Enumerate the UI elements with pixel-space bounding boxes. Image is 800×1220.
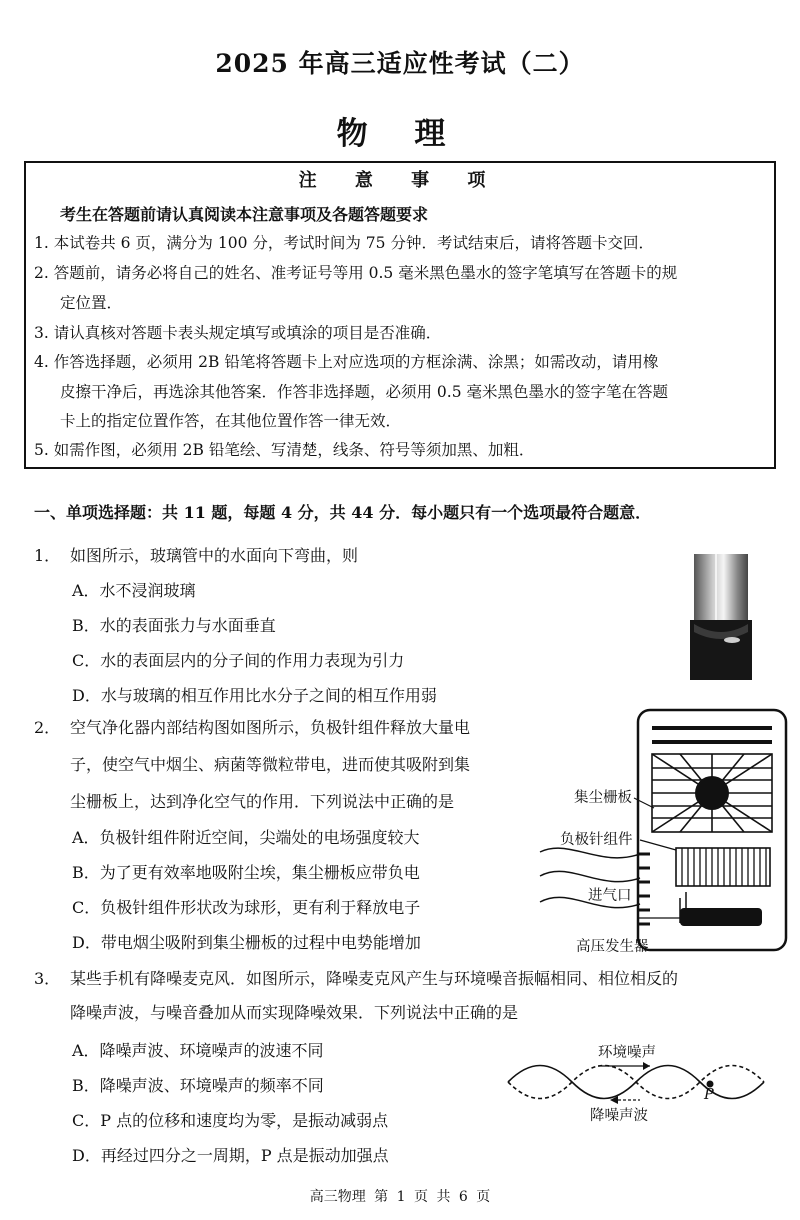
subject-title: 物 理 [336,116,464,152]
notice-item: 4. 作答选择题，必须用 2B 铅笔将答题卡上对应选项的方框涂满、涂黑；如需改动，请用橡 [34,353,659,371]
label-generator: 高压发生器 [576,939,649,955]
notice-intro: 考生在答题前请认真阅读本注意事项及各题答题要求 [60,205,429,224]
notice-item: 2. 答题前，请务必将自己的姓名、准考证号等用 0.5 毫米黑色墨水的签字笔填写在答题卡的规 [34,264,678,282]
option-c: C．P 点的位移和速度均为零，是振动减弱点 [72,1111,389,1130]
label-env-noise: 环境噪声 [598,1045,656,1061]
option-c: C．水的表面层内的分子间的作用力表现为引力 [72,651,405,670]
label-anti-noise: 降噪声波 [590,1108,648,1124]
option-a: A．水不浸润玻璃 [72,581,196,600]
question-stem-line: 降噪声波，与噪音叠加从而实现降噪效果．下列说法中正确的是 [70,1003,519,1022]
option-d: D．带电烟尘吸附到集尘栅板的过程中电势能增加 [72,933,421,952]
label-needle: 负极针组件 [560,832,633,848]
option-d: D．水与玻璃的相互作用比水分子之间的相互作用弱 [72,686,437,705]
question-number: 2． [34,718,61,737]
label-dust-plate: 集尘栅板 [574,790,632,806]
option-a: A．负极针组件附近空间，尖端处的电场强度较大 [72,828,420,847]
notice-item: 3. 请认真核对答题卡表头规定填写或填涂的项目是否准确． [34,324,442,342]
option-b: B．降噪声波、环境噪声的频率不同 [72,1076,324,1095]
label-inlet: 进气口 [588,888,632,904]
exam-title: 2025 年高三适应性考试（二） [215,49,585,78]
label-point-p: P [704,1087,714,1103]
question-stem-line: 空气净化器内部结构图如图所示，负极针组件释放大量电 [70,718,471,737]
option-b: B．为了更有效率地吸附尘埃，集尘栅板应带负电 [72,863,420,882]
notice-item: 定位置． [60,294,123,312]
notice-title: 注 意 事 项 [298,170,502,191]
page-footer: 高三物理 第 1 页 共 6 页 [309,1189,491,1205]
option-c: C．负极针组件形状改为球形，更有利于释放电子 [72,898,421,917]
option-a: A．降噪声波、环境噪声的波速不同 [72,1041,324,1060]
notice-item: 卡上的指定位置作答，在其他位置作答一律无效． [60,412,402,430]
question-number: 3． [34,969,61,988]
section-heading: 一、单项选择题：共 11 题，每题 4 分，共 44 分．每小题只有一个选项最符合题意． [34,503,652,522]
question-stem-line: 子，使空气中烟尘、病菌等微粒带电，进而使其吸附到集 [70,755,471,774]
question-stem: 如图所示，玻璃管中的水面向下弯曲，则 [70,546,359,565]
question-stem-line: 尘栅板上，达到净化空气的作用．下列说法中正确的是 [70,792,455,811]
notice-item: 1. 本试卷共 6 页，满分为 100 分，考试时间为 75 分钟．考试结束后，请将答题卡交回． [34,234,654,252]
option-b: B．水的表面张力与水面垂直 [72,616,276,635]
glass-tube-figure [680,554,762,680]
notice-item: 5. 如需作图，必须用 2B 铅笔绘、写清楚，线条、符号等须加黑、加粗． [34,441,535,459]
question-number: 1． [34,546,61,565]
notice-item: 皮擦干净后，再选涂其他答案．作答非选择题，必须用 0.5 毫米黑色墨水的签字笔在答题 [60,383,669,401]
option-d: D．再经过四分之一周期，P 点是振动加强点 [72,1146,389,1165]
question-stem-line: 某些手机有降噪麦克风．如图所示，降噪麦克风产生与环境噪音振幅相同、相位相反的 [70,969,679,988]
